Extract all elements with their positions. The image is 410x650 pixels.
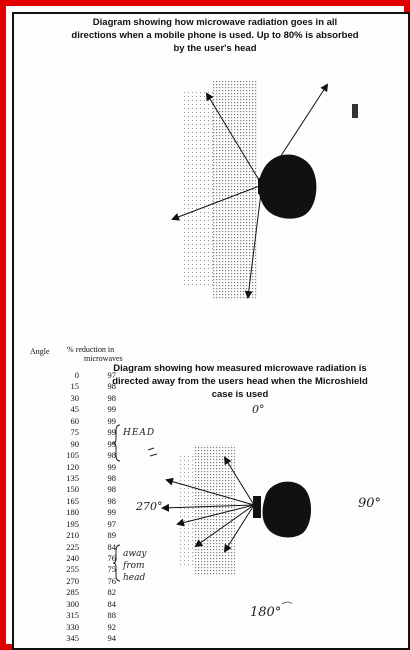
table-row	[52, 553, 116, 564]
angle-cell: 285	[66, 587, 79, 598]
angle-cell: 135	[66, 472, 79, 483]
angle-cell: 165	[66, 495, 79, 506]
away-line-3: head	[123, 573, 146, 583]
degree-180-label: 180°	[250, 605, 282, 620]
table-row	[52, 450, 116, 461]
pct-cell: 99	[107, 507, 116, 518]
pct-cell: 98	[107, 484, 116, 495]
pct-cell: 98	[107, 472, 116, 483]
angle-cell: 45	[70, 404, 79, 415]
angle-cell: 195	[66, 518, 79, 529]
angle-cell: 150	[66, 484, 79, 495]
table-row	[52, 610, 116, 621]
pct-cell: 76	[107, 553, 116, 563]
diagram2-phone-band	[178, 445, 235, 575]
scan-mark	[282, 602, 292, 604]
table-row	[52, 416, 116, 427]
table-row	[52, 507, 116, 518]
table-row	[52, 564, 116, 575]
pct-cell: 89	[107, 530, 116, 541]
table-row	[52, 484, 116, 495]
angle-cell: 270	[66, 575, 79, 586]
angle-cell: 315	[66, 610, 79, 621]
angle-column-header: Angle	[30, 347, 50, 356]
pct-cell: 99	[107, 404, 116, 415]
table-row	[52, 381, 116, 392]
pct-cell: 98	[107, 450, 116, 461]
pct-cell: 99	[107, 461, 116, 472]
angle-cell: 0	[74, 370, 79, 380]
pct-cell: 82	[107, 587, 116, 598]
pct-cell: 84	[107, 598, 116, 609]
angle-cell: 15	[70, 381, 79, 392]
table-row	[52, 530, 116, 541]
angle-cell: 240	[66, 553, 79, 563]
diagram2-head	[263, 482, 312, 538]
pct-cell: 99	[107, 438, 116, 449]
away-line-2: from	[123, 561, 145, 571]
away-from-head-annotation	[123, 548, 147, 584]
pct-cell: 76	[107, 575, 116, 586]
pct-column-header-line2: microwaves	[84, 354, 123, 363]
pct-cell: 98	[107, 392, 116, 403]
angle-cell: 330	[66, 621, 79, 632]
angle-cell: 180	[66, 507, 79, 518]
table-row	[52, 439, 116, 450]
table-row	[52, 633, 116, 644]
pct-cell: 98	[107, 381, 116, 392]
angle-cell: 105	[66, 450, 79, 461]
table-row	[52, 496, 116, 507]
diagram2-title: Diagram showing how measured microwave radiation is directed away from the users head when the Microshield case is used	[112, 363, 368, 400]
table-row	[52, 519, 116, 530]
pct-cell: 92	[107, 621, 116, 632]
diagram2-microshield-case	[253, 496, 261, 518]
angle-cell: 60	[70, 415, 79, 426]
table-row	[52, 370, 116, 381]
angle-cell: 90	[70, 438, 79, 449]
pct-cell: 84	[107, 541, 116, 552]
table-row	[52, 587, 116, 598]
pct-cell: 97	[107, 370, 116, 380]
scan-speck	[352, 104, 358, 118]
table-row	[52, 427, 116, 438]
diagram1-title: Diagram showing how microwave radiation goes in all directions when a mobile phone is used. Up to 80% is absorbed by the user's head	[71, 17, 359, 54]
pct-cell: 94	[107, 633, 116, 644]
angle-cell: 210	[66, 530, 79, 541]
head-annotation: HEAD	[123, 428, 156, 438]
degree-0-label: 0°	[252, 403, 265, 416]
reduction-table	[52, 370, 116, 645]
table-row	[52, 622, 116, 633]
angle-cell: 255	[66, 564, 79, 575]
degree-90-label: 90°	[358, 496, 382, 511]
angle-cell: 345	[66, 633, 79, 644]
angle-cell: 120	[66, 461, 79, 472]
angle-cell: 300	[66, 598, 79, 609]
table-row	[52, 462, 116, 473]
degree-270-label: 270°	[136, 500, 163, 513]
angle-cell: 30	[70, 392, 79, 403]
pct-cell: 75	[107, 564, 116, 575]
pencil-marks	[148, 448, 157, 456]
table-row	[52, 542, 116, 553]
pct-cell: 98	[107, 495, 116, 506]
table-row	[52, 576, 116, 587]
pct-column-header-line1: % reduction in	[67, 345, 115, 354]
pct-cell: 97	[107, 518, 116, 529]
pct-cell: 99	[107, 415, 116, 426]
pct-cell: 88	[107, 610, 116, 621]
table-row	[52, 599, 116, 610]
pct-cell: 99	[107, 427, 116, 438]
table-row	[52, 473, 116, 484]
diagram1-head	[258, 155, 316, 219]
table-row	[52, 404, 116, 415]
table-row	[52, 393, 116, 404]
angle-cell: 225	[66, 541, 79, 552]
angle-cell: 75	[70, 427, 79, 438]
away-line-1: away	[123, 549, 147, 559]
diagram1-phone-band	[183, 80, 257, 300]
